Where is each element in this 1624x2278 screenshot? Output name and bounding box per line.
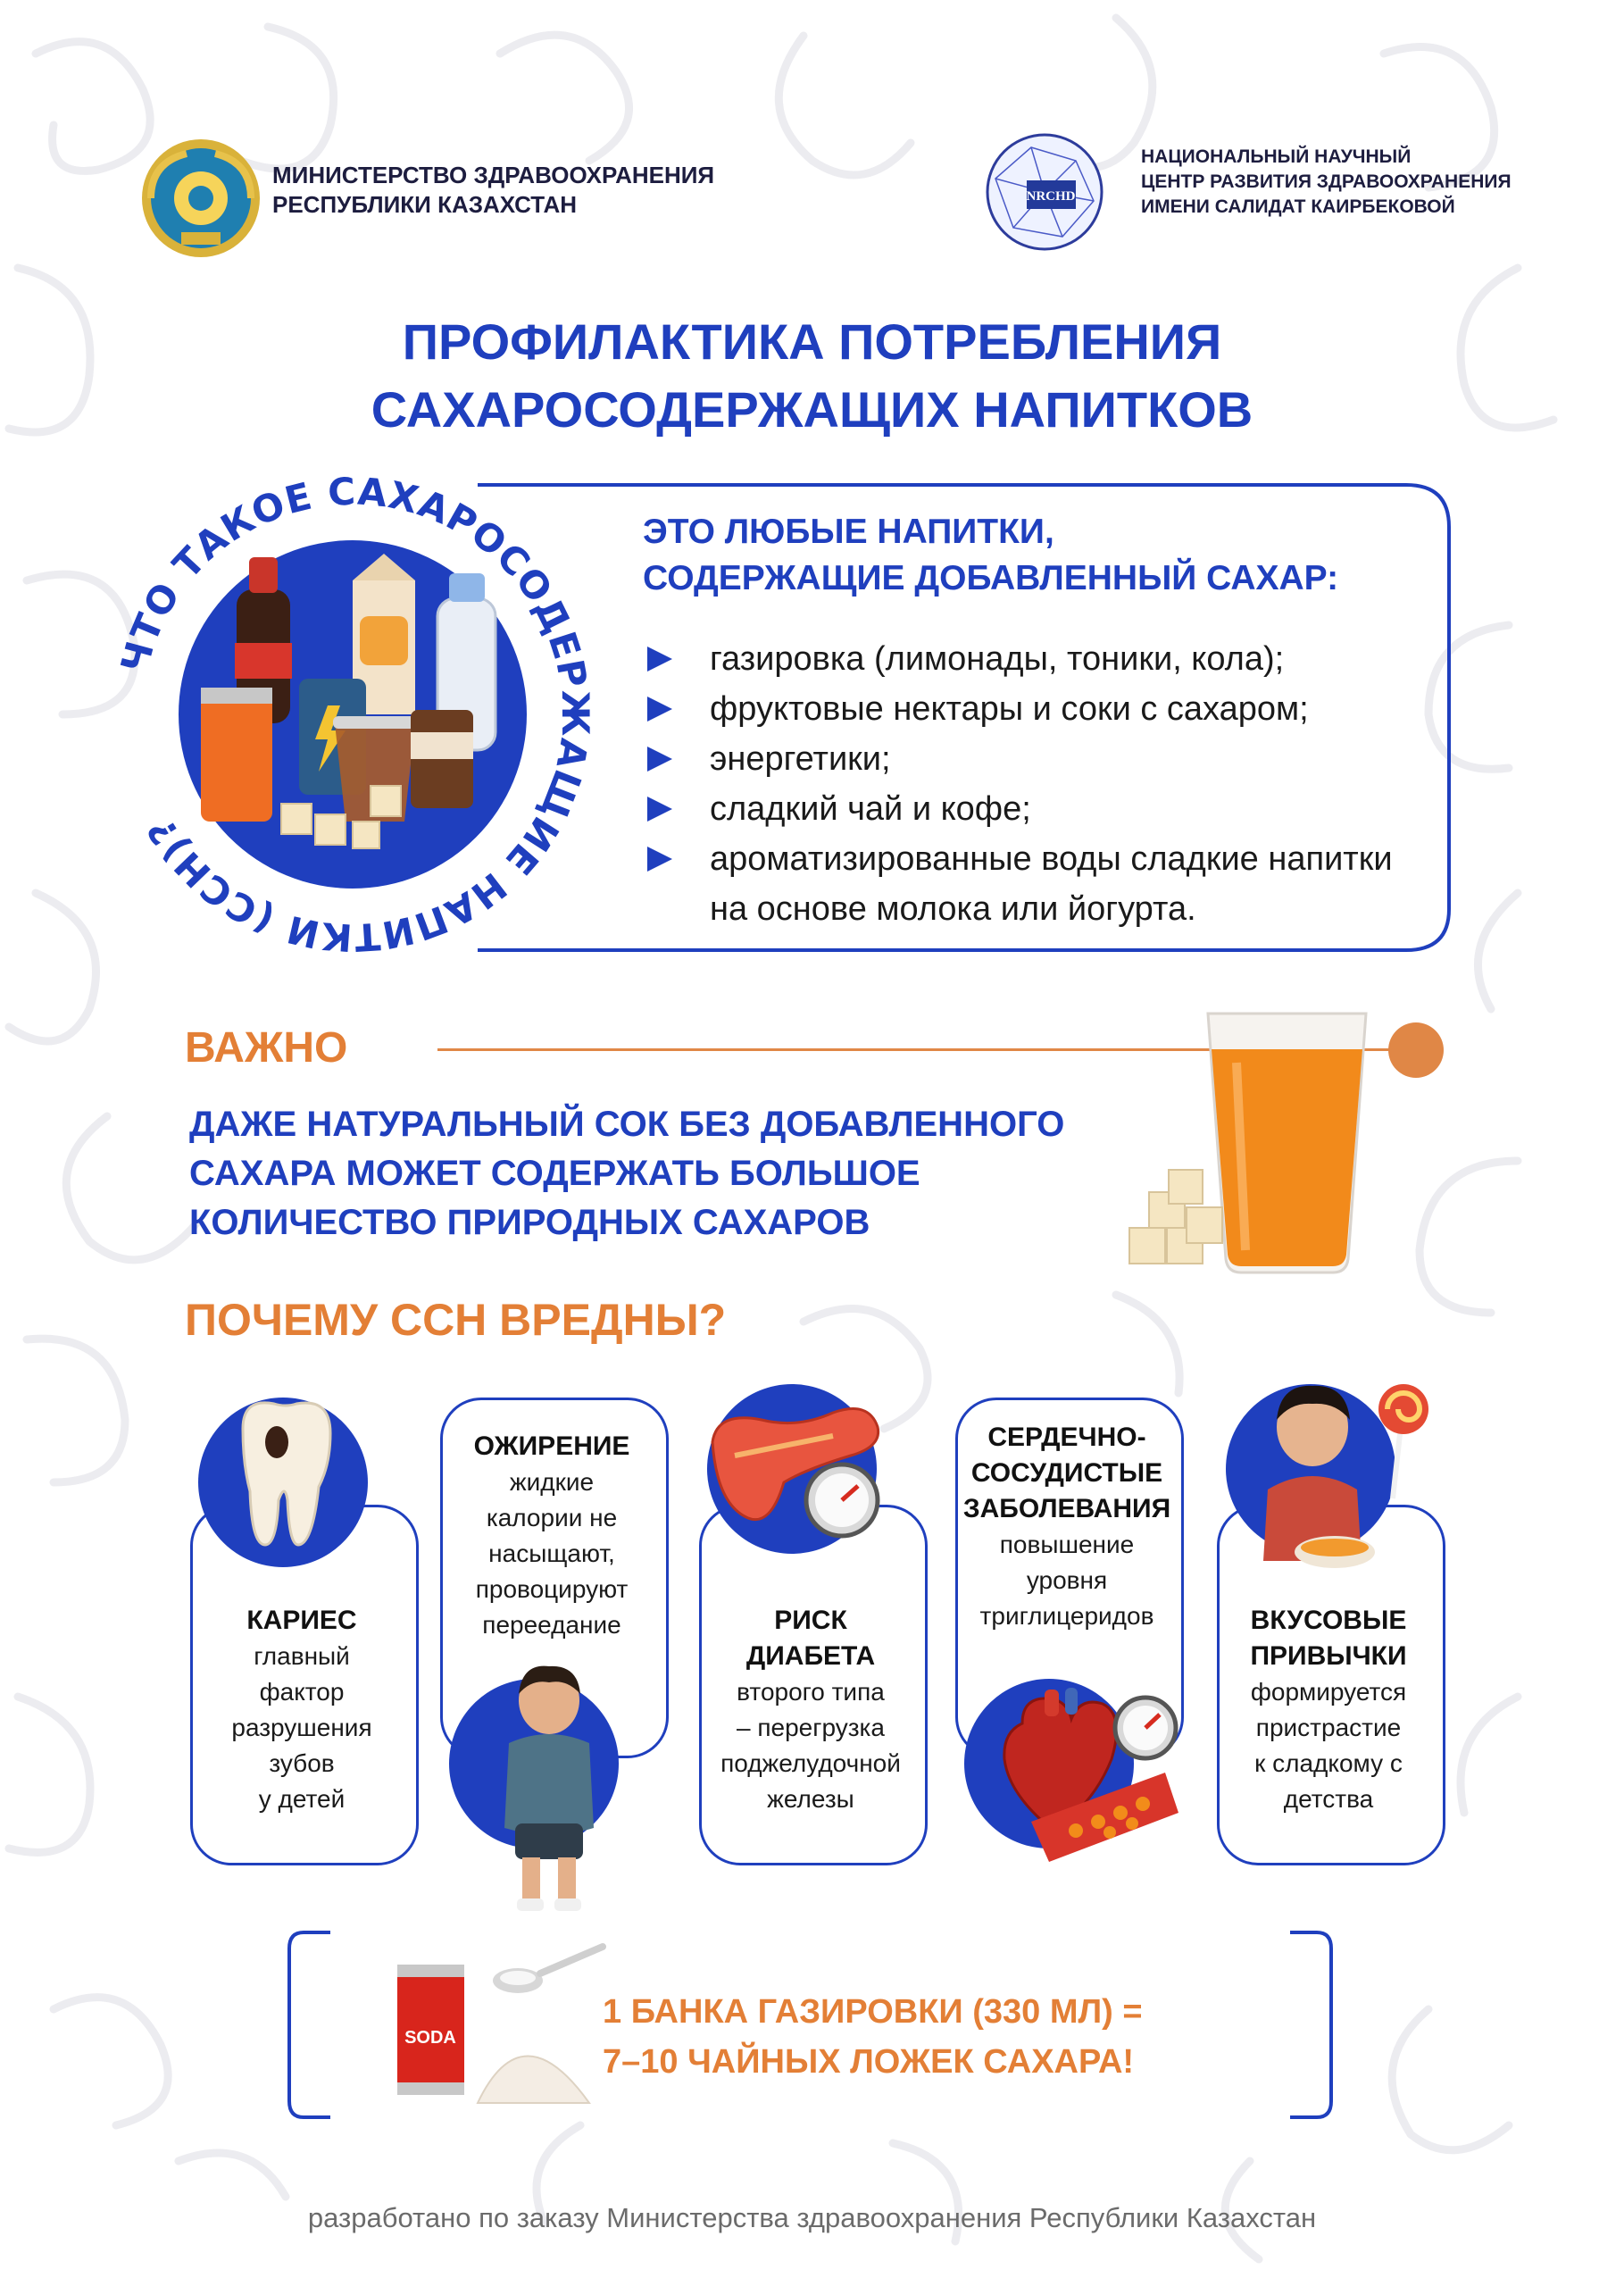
triangle-bullet-icon <box>647 847 672 872</box>
important-text: ДАЖЕ НАТУРАЛЬНЫЙ СОК БЕЗ ДОБАВЛЕННОГО САХАРА МОЖЕТ СОДЕРЖАТЬ БОЛЬШОЕ КОЛИЧЕСТВО ПРИРОДНЫХ САХАРОВ <box>189 1105 1065 1242</box>
card-cardiovascular-text: СЕРДЕЧНО- СОСУДИСТЫЕ ЗАБОЛЕВАНИЯ повышение уровня триглицеридов <box>962 1423 1171 1630</box>
child-with-lollipop-illustration <box>1250 1364 1437 1570</box>
important-label: ВАЖНО <box>185 1024 348 1072</box>
circle-question-text: ЧТО ТАКОЕ САХАРОСОДЕРЖАЩИЕ НАПИТКИ (ССН)? <box>112 469 598 960</box>
card-taste-habits-text: ВКУСОВЫЕ ПРИВЫЧКИ формируется пристрастие к сладкому с детства <box>1250 1606 1407 1813</box>
nrchd-logo-text: NRCHD <box>1026 189 1076 204</box>
kazakhstan-emblem-icon <box>138 136 263 261</box>
nrchd-globe-logo-icon <box>978 125 1112 259</box>
card-caries-text: КАРИЕС главный фактор разрушения зубов у детей <box>231 1606 372 1813</box>
tooth-icon <box>225 1393 346 1558</box>
triangle-bullet-icon <box>647 647 672 672</box>
list-item: энергетики; <box>647 734 1433 784</box>
heart-vessel-icon <box>969 1688 1187 1857</box>
triangle-bullet-icon <box>647 747 672 772</box>
why-title: ПОЧЕМУ ССН ВРЕДНЫ? <box>185 1295 727 1345</box>
list-item: газировка (лимонады, тоники, кола); <box>647 634 1433 684</box>
list-item: сладкий чай и кофе; <box>647 784 1433 834</box>
juice-glass-illustration <box>1103 1000 1442 1286</box>
page-title: ПРОФИЛАКТИКА ПОТРЕБЛЕНИЯ САХАРОСОДЕРЖАЩИХ НАПИТКОВ <box>371 313 1253 438</box>
pancreas-icon <box>699 1393 895 1554</box>
triangle-bullet-icon <box>647 797 672 822</box>
definition-list <box>647 634 1433 934</box>
drinks-circle <box>103 464 603 964</box>
triangle-bullet-icon <box>647 697 672 722</box>
list-item: ароматизированные воды сладкие напитки на основе молока или йогурта. <box>647 834 1433 934</box>
ministry-name: МИНИСТЕРСТВО ЗДРАВООХРАНЕНИЯ РЕСПУБЛИКИ КАЗАХСТАН <box>272 162 715 218</box>
overweight-child-illustration <box>496 1663 603 1917</box>
soda-can-and-sugar-illustration <box>388 1938 612 2116</box>
card-obesity-text: ОЖИРЕНИЕ жидкие калории не насыщают, провоцируют переедание <box>473 1431 630 1639</box>
soda-can-label: SODA <box>404 2028 456 2048</box>
card-diabetes-text: РИСК ДИАБЕТА второго типа – перегрузка поджелудочной железы <box>720 1606 901 1813</box>
soda-sugar-fact: 1 БАНКА ГАЗИРОВКИ (330 МЛ) = 7–10 ЧАЙНЫХ ЛОЖЕК САХАРА! <box>603 1993 1143 2081</box>
footer-credit: разработано по заказу Министерства здравоохранения Республики Казахстан <box>307 2202 1317 2233</box>
list-item: фруктовые нектары и соки с сахаром; <box>647 684 1433 734</box>
definition-heading: ЭТО ЛЮБЫЕ НАПИТКИ, СОДЕРЖАЩИЕ ДОБАВЛЕННЫЙ САХАР: <box>643 513 1339 597</box>
centre-name: НАЦИОНАЛЬНЫЙ НАУЧНЫЙ ЦЕНТР РАЗВИТИЯ ЗДРАВООХРАНЕНИЯ ИМЕНИ САЛИДАТ КАИРБЕКОВОЙ <box>1141 146 1512 217</box>
